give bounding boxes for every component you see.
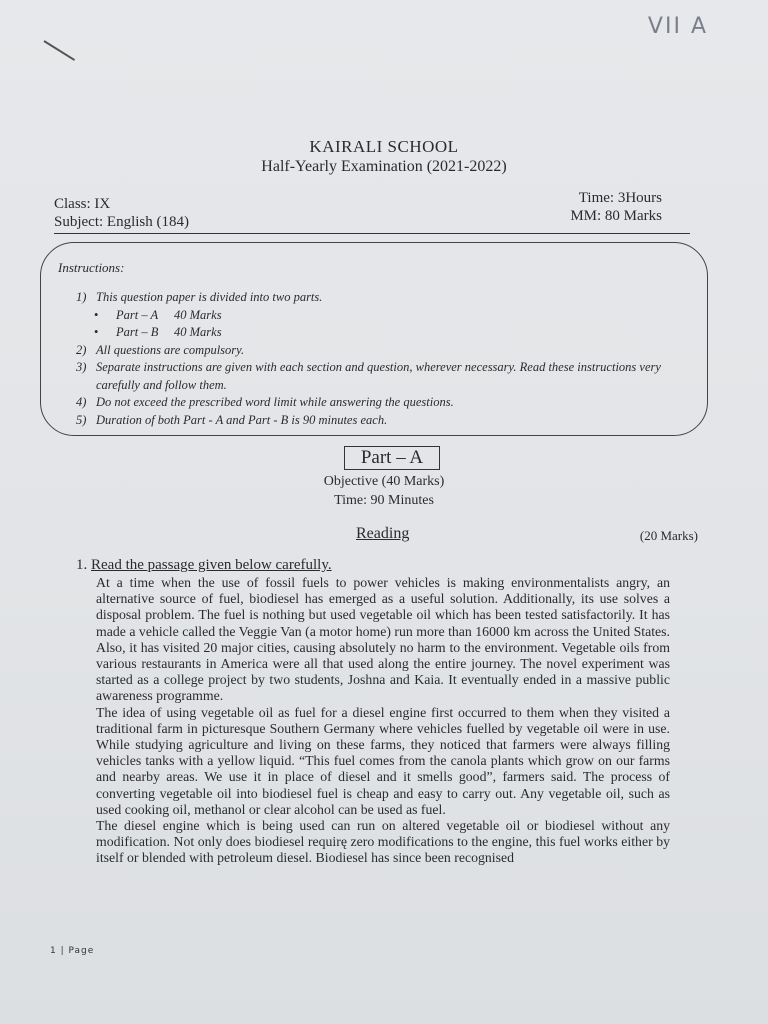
- question-title: [76, 557, 332, 574]
- pen-tick-mark: [43, 40, 75, 61]
- instruction-item: 1) This question paper is divided into two parts.: [76, 290, 323, 304]
- exam-title: Half-Yearly Examination (2021-2022): [261, 158, 507, 175]
- instructions-title: Instructions:: [58, 260, 125, 275]
- instruction-item: 5) Duration of both Part - A and Part - B is 90 minutes each.: [76, 412, 388, 427]
- header-divider: [54, 233, 690, 234]
- question-text: Read the passage given below carefully.: [91, 557, 332, 573]
- class-subject-block: [54, 195, 189, 231]
- reading-passage: [96, 575, 670, 867]
- page-number: 1 | Page: [50, 946, 95, 956]
- part-bullet: • Part – A 40 Marks: [76, 307, 704, 325]
- passage-paragraph: The diesel engine which is being used can run on altered vegetable oil or biodiesel without any modification. Not only does biodiesel requirę zero modifications to the engine, this fuel works either by itself or blended with petroleum diesel. Biodiesel has since been recognised: [96, 818, 670, 866]
- subject-label: Subject: English (184): [54, 214, 189, 230]
- instruction-item: 2) All questions are compulsory.: [76, 342, 245, 357]
- part-bullet: • Part – B 40 Marks: [76, 324, 704, 342]
- part-a-heading: Part – A: [344, 446, 440, 470]
- objective-label: Objective (40 Marks): [323, 474, 445, 489]
- school-name: KAIRALI SCHOOL: [309, 137, 459, 156]
- passage-paragraph: At a time when the use of fossil fuels to power vehicles is making environmentalists angry, an alternative source of fuel, biodiesel has emerged as a useful solution. Additionally, its use solves a disposal problem. The fuel is nothing but used vegetable oil which has been tested satisfactorily. It has made a vehicle called the Veggie Van (a motor home) run more than 16000 km across the United States. Also, it has visited 20 major cities, causing absolutely no harm to the environment. Vegetable oils from various restaurants in America were all that used along the entire journey. The novel experiment was started as a college project by two students, Joshna and Kaia. It eventually ended in a massive public awareness programme.: [96, 575, 670, 704]
- time-marks-block: [570, 189, 662, 225]
- reading-marks: (20 Marks): [639, 528, 698, 543]
- class-section-mark: VII A: [647, 14, 708, 39]
- bullet-icon: •: [94, 325, 99, 339]
- section-time: Time: 90 Minutes: [334, 493, 434, 508]
- instruction-item: 4) Do not exceed the prescribed word limit while answering the questions.: [76, 395, 454, 409]
- reading-heading: Reading: [356, 525, 410, 542]
- instruction-item: 3) Separate instructions are given with each section and question, wherever necessary. Read these instructions very carefully and follow them.: [76, 360, 661, 392]
- bullet-icon: •: [94, 307, 99, 322]
- max-marks-label: MM: 80 Marks: [570, 208, 662, 224]
- instructions-list: [76, 289, 704, 429]
- time-label: Time: 3Hours: [578, 190, 662, 206]
- class-label: Class: IX: [54, 196, 111, 212]
- passage-paragraph: The idea of using vegetable oil as fuel for a diesel engine first occurred to them when they visited a traditional farm in picturesque Southern Germany where vehicles fuelled by vegetable oil were in use. While studying agriculture and living on these farms, they noticed that farmers were always filling vehicles tanks with a yellow liquid. “This fuel comes from the canola plants which grow on our farms and nearby areas. We use it in place of diesel and it smells good”, farmers said. The process of converting vegetable oil into biodiesel fuel is cheap and easy to carry out. Any vegetable oil, such as used cooking oil, methanol or clear alcohol can be used as fuel.: [96, 704, 670, 817]
- question-number: 1.: [76, 557, 88, 573]
